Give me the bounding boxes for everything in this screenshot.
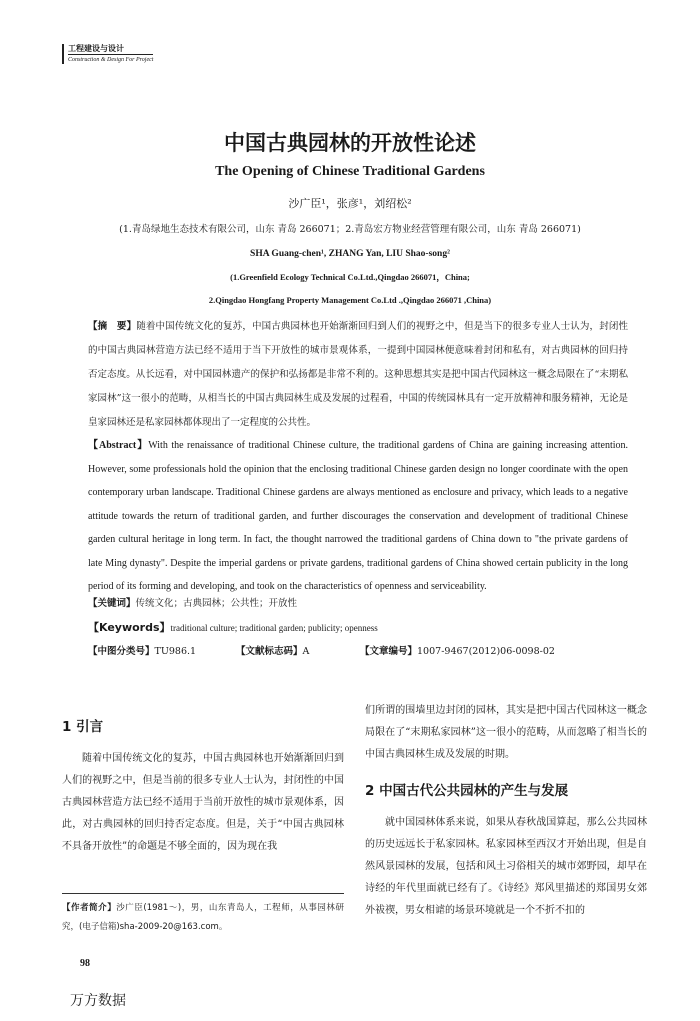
abstract-cn — [88, 315, 628, 435]
doc-label: 【文献标志码】 — [236, 646, 303, 657]
abstract-cn-label: 【摘 要】 — [88, 321, 137, 332]
doc-value: A — [302, 646, 310, 657]
author-note-label: 【作者简介】 — [62, 903, 117, 913]
left-column — [62, 700, 344, 858]
abstract-en — [88, 434, 628, 599]
authors-en: SHA Guang-chen¹, ZHANG Yan, LIU Shao-song² — [250, 249, 450, 259]
journal-name-en: Construction & Design For Project — [68, 54, 153, 64]
abstract-cn-text: 随着中国传统文化的复苏，中国古典园林也开始渐渐回归到人们的视野之中，但是当下的很多专业人士认为，封闭性的中国古典园林营造方法已经不适用于当下开放性的城市景观体系，一提到中国园林便意味着封闭和私有，对古典园林的回归持否定态度。从长远看，对中国园林遗产的保护和弘扬都是非常不利的。这种思想其实是把中国古代园林这一概念局限在了“末期私家园林”这一很小的范畴，从相当长的中国古典园林生成及发展的过程看，中国的传统园林具有一定开放精神和服务精神，无论是皇家园林还是私家园林都体现出了一定程度的公共性。 — [88, 321, 628, 428]
keywords-cn — [88, 597, 628, 611]
journal-header — [62, 44, 153, 64]
clc-number — [88, 645, 196, 659]
page-number: 98 — [80, 958, 90, 969]
abstract-en-label: 【Abstract】 — [88, 440, 149, 451]
article-number — [360, 645, 555, 659]
section-1-paragraph: 随着中国传统文化的复苏，中国古典园林也开始渐渐回归到人们的视野之中，但是当前的很多专业人士认为，封闭性的中国古典园林营造方法已经不适用于当前开放性的城市景观体系，因此，对古典园林的回归持否定态度。但是，关于“中国古典园林不具备开放性”的命题是不够全面的，因为现在我 — [62, 753, 344, 852]
title-en: The Opening of Chinese Traditional Gardens — [215, 164, 485, 179]
author-note-text: 沙广臣(1981～)，男，山东青岛人，工程师，从事园林研究，(电子信箱)sha-2009-20@163.com。 — [62, 903, 344, 932]
article-value: 1007-9467(2012)06-0098-02 — [417, 646, 555, 657]
keywords-en — [88, 621, 628, 635]
journal-name-cn: 工程建设与设计 — [68, 44, 124, 53]
keywords-en-text: traditional culture; traditional garden; publicity; openness — [170, 623, 378, 633]
keywords-cn-label: 【关键词】 — [88, 598, 136, 609]
clc-value: TU986.1 — [154, 646, 197, 657]
document-code — [236, 645, 309, 659]
section-1-continued: 们所谓的围墙里边封闭的园林，其实是把中国古代园林这一概念局限在了“末期私家园林”这一很小的范畴，从而忽略了相当长的中国古典园林生成及发展的时期。 — [365, 705, 647, 760]
affiliation-cn: (1.青岛绿地生态技术有限公司，山东 青岛 266071；2.青岛宏方物业经营管理有限公司，山东 青岛 266071) — [119, 224, 581, 235]
clc-label: 【中图分类号】 — [88, 646, 155, 657]
affiliation-en-1: (1.Greenfield Ecology Technical Co.Ltd.,Qingdao 266071，China; — [230, 272, 470, 282]
article-label: 【文章编号】 — [360, 646, 418, 657]
abstract-en-text: With the renaissance of traditional Chinese culture, the traditional gardens of China are gaining increasing attention. However, some professionals hold the opinion that the enclosing traditional Chinese garden design no longer coordinate with the open contemporary urban landscape. Traditional Chinese gardens are always mentioned as enclosure and privacy, which leads to a negative attitude towards the return of traditional garden, and further discourages the conservation and development of traditional Chinese garden cultural heritage in long term. In fact, the thought narrowed the traditional gardens of China down to "the private gardens of late Ming dynasty". Despite the imperial gardens or private gardens, traditional gardens of China showed certain publicity in the long period of its forming and developing, and took on the characteristics of openness and serviceability. — [88, 440, 628, 592]
watermark: 万方数据 — [70, 993, 126, 1009]
author-note — [62, 899, 344, 937]
section-2-paragraph: 就中国园林体系来说，如果从春秋战国算起，那么公共园林的历史远远长于私家园林。私家园林至西汉才开始出现，但是自然风景园林的发展，包括和风土习俗相关的城市郊野园，却早在诗经的年代里面就已经有了。《诗经》郑风里描述的郑国男女郊外祓禊，男女相谑的场景环境就是一个不折不扣的 — [365, 817, 647, 916]
right-column — [365, 700, 647, 922]
section-2-heading: 2 中国古代公共园林的产生与发展 — [365, 783, 569, 799]
affiliation-en-2: 2.Qingdao Hongfang Property Management Co.Ltd .,Qingdao 266071 ,China) — [208, 295, 492, 305]
keywords-en-label: 【Keywords】 — [88, 621, 171, 634]
section-1-heading: 1 引言 — [62, 719, 104, 735]
footnote-divider — [62, 893, 344, 894]
authors-cn: 沙广臣¹，张彦¹，刘绍松² — [288, 197, 412, 210]
keywords-cn-text: 传统文化；古典园林；公共性；开放性 — [135, 598, 298, 609]
title-cn: 中国古典园林的开放性论述 — [224, 131, 476, 155]
